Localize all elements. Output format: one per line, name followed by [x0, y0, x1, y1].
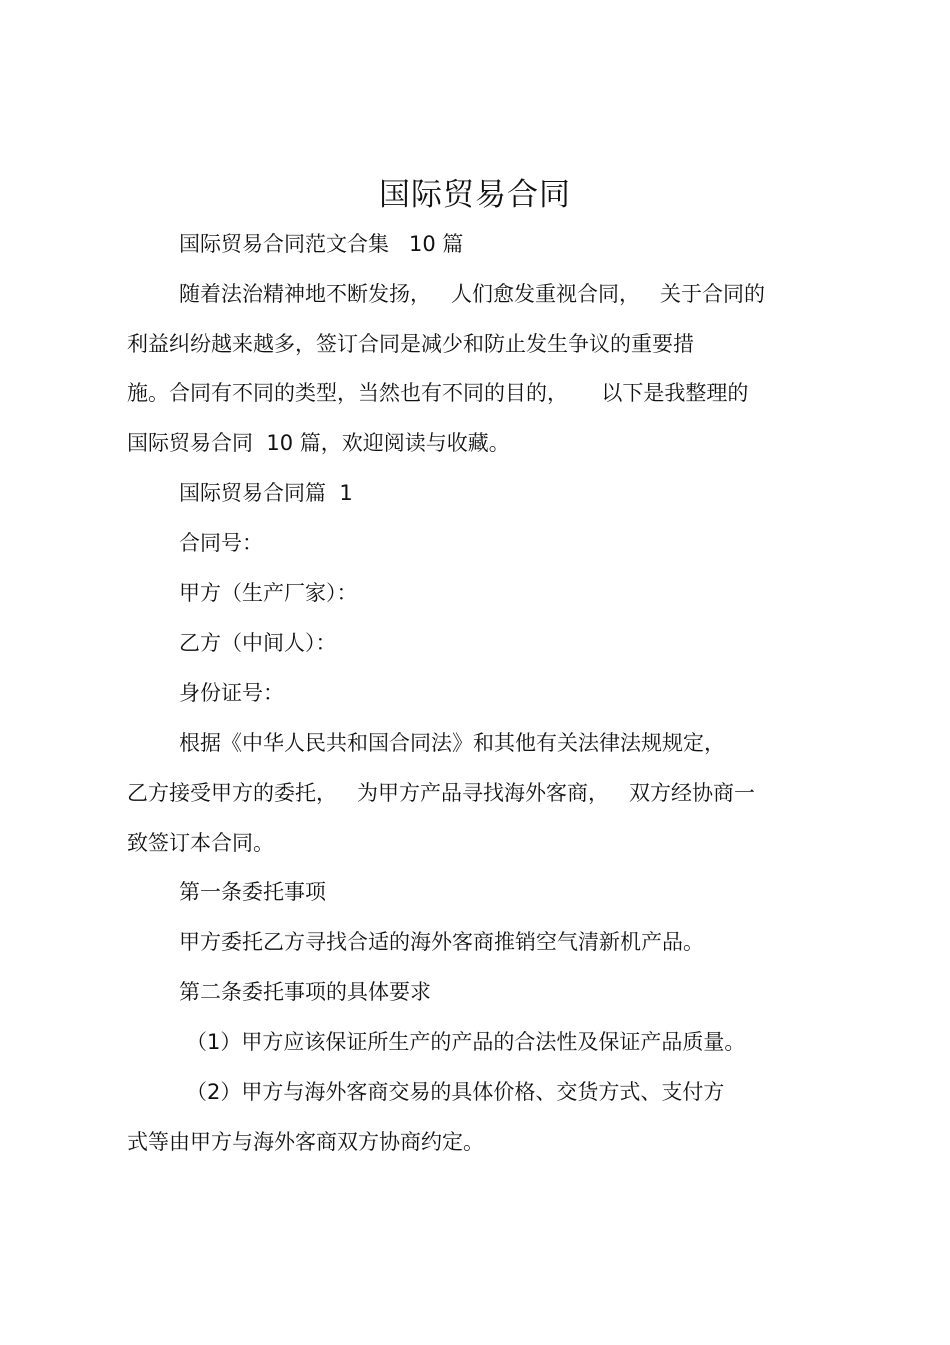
contract-number-label: 合同号：	[179, 531, 263, 555]
party-b-label: 乙方（中间人）：	[179, 631, 337, 655]
subtitle-line: 国际贸易合同范文合集 10 篇	[179, 232, 464, 256]
article-1-heading: 第一条委托事项	[179, 880, 326, 904]
section-heading: 国际贸易合同篇 1	[179, 481, 353, 505]
article-1-body: 甲方委托乙方寻找合适的海外客商推销空气清新机产品。	[179, 930, 704, 954]
preamble-line-3: 致签订本合同。	[127, 831, 274, 855]
article-2-item-2-line-2: 式等由甲方与海外客商双方协商约定。	[127, 1130, 484, 1154]
article-2-item-1: （1）甲方应该保证所生产的产品的合法性及保证产品质量。	[186, 1030, 746, 1054]
preamble-line-1: 根据《中华人民共和国合同法》和其他有关法律法规规定，	[179, 731, 725, 755]
article-2-heading: 第二条委托事项的具体要求	[179, 980, 431, 1004]
intro-line-3: 施。合同有不同的类型，当然也有不同的目的， 以下是我整理的	[127, 381, 749, 405]
document-title: 国际贸易合同	[379, 177, 571, 213]
id-number-label: 身份证号：	[179, 681, 284, 705]
party-a-label: 甲方（生产厂家）：	[179, 581, 358, 605]
intro-line-4: 国际贸易合同 10 篇，欢迎阅读与收藏。	[127, 431, 510, 455]
intro-line-2: 利益纠纷越来越多，签订合同是减少和防止发生争议的重要措	[127, 332, 694, 356]
article-2-item-2-line-1: （2）甲方与海外客商交易的具体价格、交货方式、支付方	[186, 1080, 725, 1104]
intro-line-1: 随着法治精神地不断发扬， 人们愈发重视合同， 关于合同的	[179, 282, 766, 306]
preamble-line-2: 乙方接受甲方的委托， 为甲方产品寻找海外客商， 双方经协商一	[127, 781, 756, 805]
